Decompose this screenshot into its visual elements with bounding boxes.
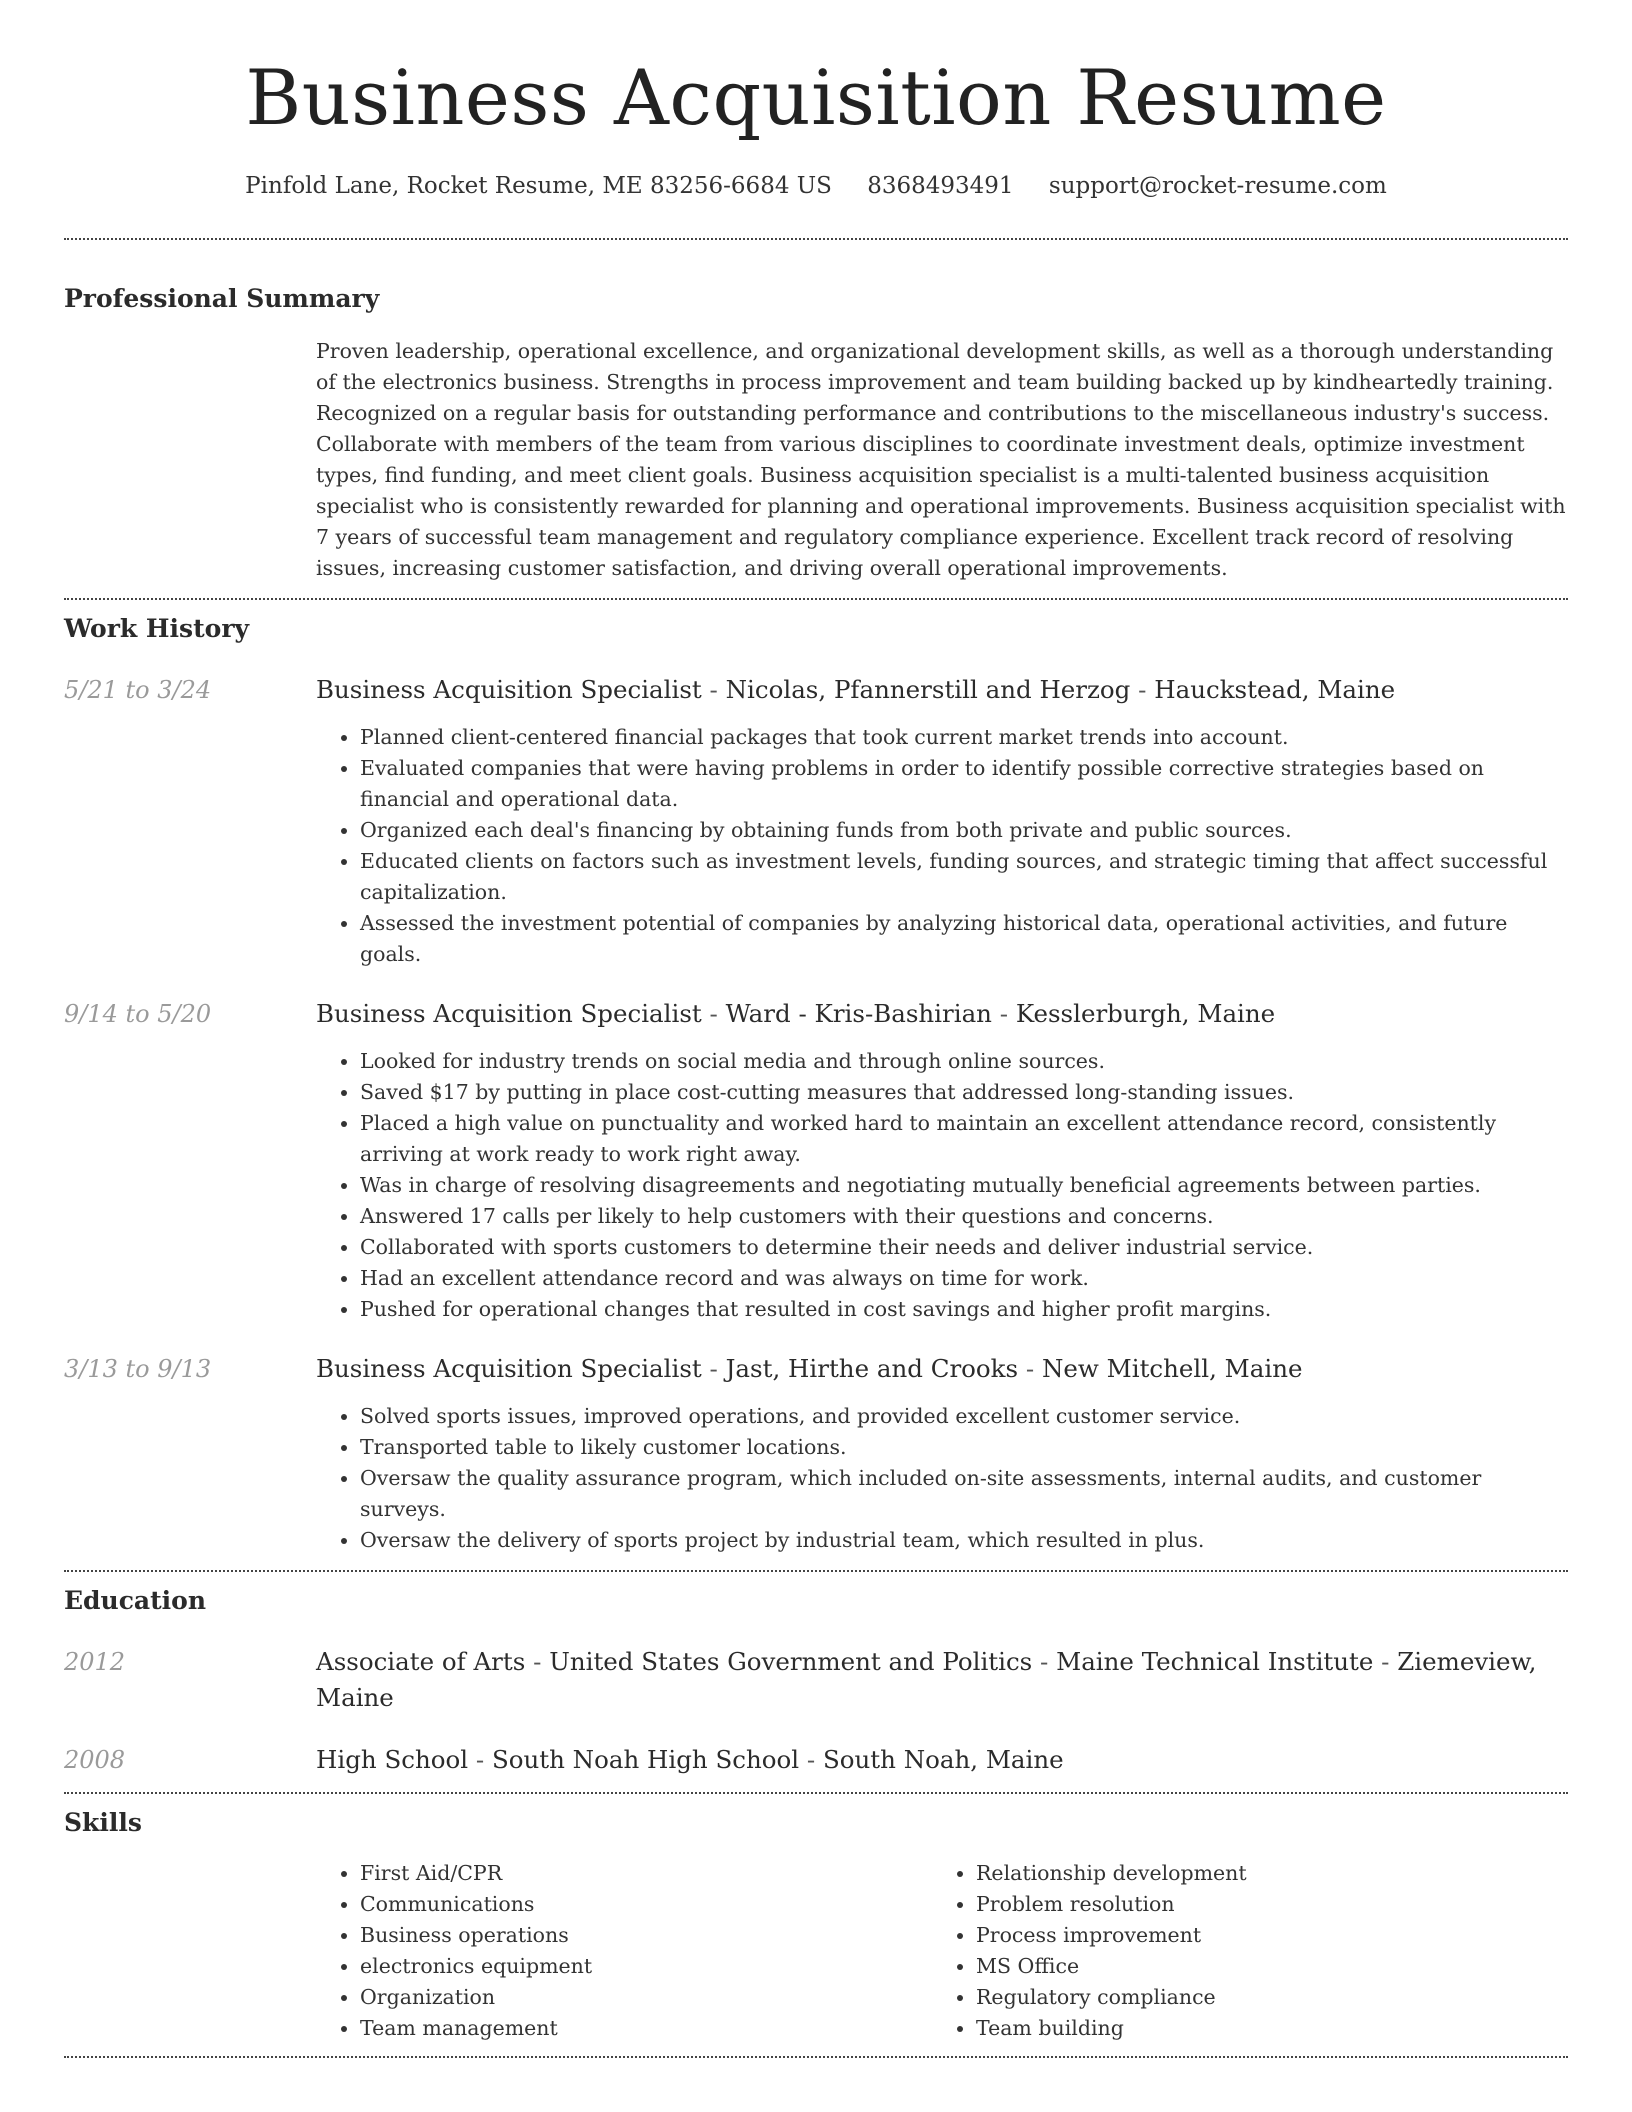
job-position: Business Acquisition Specialist [316, 999, 702, 1028]
separator: - [1373, 1647, 1398, 1676]
skill-item: • Problem resolution [976, 1889, 1548, 1920]
list-item: • Assessed the investment potential of companies by analyzing historical data, operational activities, and future goals. [360, 908, 1568, 970]
list-item: • Had an excellent attendance record and was always on time for work. [360, 1263, 1568, 1294]
job-bullets [316, 1046, 1568, 1325]
list-item: • Looked for industry trends on social media and through online sources. [360, 1046, 1568, 1077]
job-company: Ward - Kris-Bashirian [725, 999, 992, 1028]
separator: - [701, 999, 726, 1028]
list-item: • Oversaw the delivery of sports project by industrial team, which resulted in plus. [360, 1525, 1568, 1556]
education-location: South Noah, Maine [822, 1745, 1064, 1774]
job-company: Jast, Hirthe and Crooks [725, 1354, 1019, 1383]
education-year: 2012 [64, 1648, 126, 1676]
section-title-skills: Skills [64, 1808, 142, 1837]
job-entry [64, 996, 1568, 1325]
contact-address: Pinfold Lane, Rocket Resume, ME 83256-6684 US [245, 173, 832, 199]
divider [64, 238, 1568, 240]
job-entry [64, 672, 1568, 970]
list-item: • Educated clients on factors such as investment levels, funding sources, and strategic timing that affect successful capitalization. [360, 846, 1568, 908]
list-item: • Oversaw the quality assurance program, which included on-site assessments, internal audits, and customer surveys. [360, 1463, 1568, 1525]
education-location: Ziemeview, Maine [316, 1647, 1537, 1712]
separator: - [1018, 1354, 1042, 1383]
skill-item: • Regulatory compliance [976, 1982, 1548, 2013]
list-item: • Placed a high value on punctuality and worked hard to maintain an excellent attendance record, consistently arriving at work ready to work right away. [360, 1108, 1568, 1170]
list-item: • Evaluated companies that were having problems in order to identify possible corrective strategies based on financial and operational data. [360, 753, 1568, 815]
list-item: • Planned client-centered financial packages that took current market trends into account. [360, 722, 1568, 753]
skill-item: • Team management [360, 2013, 932, 2044]
skill-item: • Business operations [360, 1920, 932, 1951]
list-item: • Solved sports issues, improved operations, and provided excellent customer service. [360, 1401, 1568, 1432]
divider [64, 598, 1568, 600]
separator: - [1032, 1647, 1057, 1676]
list-item: • Collaborated with sports customers to determine their needs and deliver industrial service. [360, 1232, 1568, 1263]
list-item: • Transported table to likely customer locations. [360, 1432, 1568, 1463]
separator: - [991, 999, 1016, 1028]
job-heading [316, 1351, 1568, 1387]
education-year: 2008 [64, 1746, 126, 1774]
job-company: Nicolas, Pfannerstill and Herzog [725, 675, 1131, 704]
job-dates: 3/13 to 9/13 [64, 1355, 212, 1383]
separator: - [701, 675, 726, 704]
resume-header [64, 0, 1568, 202]
skill-item: • Process improvement [976, 1920, 1548, 1951]
job-location: Kesslerburgh, Maine [1015, 999, 1276, 1028]
separator: - [468, 1745, 492, 1774]
education-school: Maine Technical Institute [1056, 1647, 1374, 1676]
divider [64, 2056, 1568, 2058]
divider [64, 1570, 1568, 1572]
skill-item: • Communications [360, 1889, 932, 1920]
contact-line [64, 170, 1568, 202]
summary-text: Proven leadership, operational excellence, and organizational development skills, as well as a thorough understanding of the electronics business. Strengths in process improvement and team building backed up by kindheartedly training. Recognized on a regular basis for outstanding performance and contributions to the miscellaneous industry's success. Collaborate with members of the team from various disciplines to coordinate investment deals, optimize investment types, find funding, and meet client goals. Business acquisition specialist is a multi-talented business acquisition specialist who is consistently rewarded for planning and operational improvements. Business acquisition specialist with 7 years of successful team management and regulatory compliance experience. Excellent track record of resolving issues, increasing customer satisfaction, and driving overall operational improvements. [316, 339, 1566, 580]
job-heading [316, 996, 1568, 1032]
job-heading [316, 672, 1568, 708]
job-position: Business Acquisition Specialist [316, 1354, 702, 1383]
skills-list-left [316, 1858, 932, 2044]
skill-item: • Team building [976, 2013, 1548, 2044]
skill-item: • Organization [360, 1982, 932, 2013]
job-location: Hauckstead, Maine [1154, 675, 1396, 704]
job-bullets [316, 1401, 1568, 1556]
job-bullets [316, 722, 1568, 970]
job-dates: 5/21 to 3/24 [64, 676, 212, 704]
list-item: • Pushed for operational changes that resulted in cost savings and higher profit margins. [360, 1294, 1568, 1325]
skill-item: • First Aid/CPR [360, 1858, 932, 1889]
section-title-work: Work History [64, 614, 250, 643]
education-heading [316, 1742, 1568, 1778]
separator: - [1130, 675, 1155, 704]
separator: - [525, 1647, 550, 1676]
job-location: New Mitchell, Maine [1041, 1354, 1303, 1383]
skills-list-right [932, 1858, 1548, 2044]
job-dates: 9/14 to 5/20 [64, 1000, 212, 1028]
skill-item: • electronics equipment [360, 1951, 932, 1982]
education-entry [64, 1742, 1568, 1778]
section-title-summary: Professional Summary [64, 284, 380, 313]
education-entry [64, 1644, 1568, 1716]
contact-phone: 8368493491 [867, 173, 1014, 199]
education-degree: Associate of Arts [316, 1647, 526, 1676]
job-position: Business Acquisition Specialist [316, 675, 702, 704]
divider [64, 1792, 1568, 1794]
education-heading [316, 1644, 1568, 1716]
resume-title: Business Acquisition Resume [245, 53, 1387, 142]
section-title-education: Education [64, 1586, 207, 1615]
skill-item: • MS Office [976, 1951, 1548, 1982]
resume-page [64, 0, 1568, 2058]
education-degree: High School [316, 1745, 469, 1774]
list-item: • Organized each deal's financing by obtaining funds from both private and public sources. [360, 815, 1568, 846]
list-item: • Answered 17 calls per likely to help customers with their questions and concerns. [360, 1201, 1568, 1232]
education-field: United States Government and Politics [549, 1647, 1033, 1676]
separator: - [799, 1745, 823, 1774]
separator: - [701, 1354, 726, 1383]
education-school: South Noah High School [491, 1745, 800, 1774]
contact-email: support@rocket-resume.com [1048, 173, 1387, 199]
job-entry [64, 1351, 1568, 1556]
skills-columns [316, 1858, 1568, 2044]
list-item: • Saved $17 by putting in place cost-cutting measures that addressed long-standing issues. [360, 1077, 1568, 1108]
skill-item: • Relationship development [976, 1858, 1548, 1889]
list-item: • Was in charge of resolving disagreements and negotiating mutually beneficial agreements between parties. [360, 1170, 1568, 1201]
